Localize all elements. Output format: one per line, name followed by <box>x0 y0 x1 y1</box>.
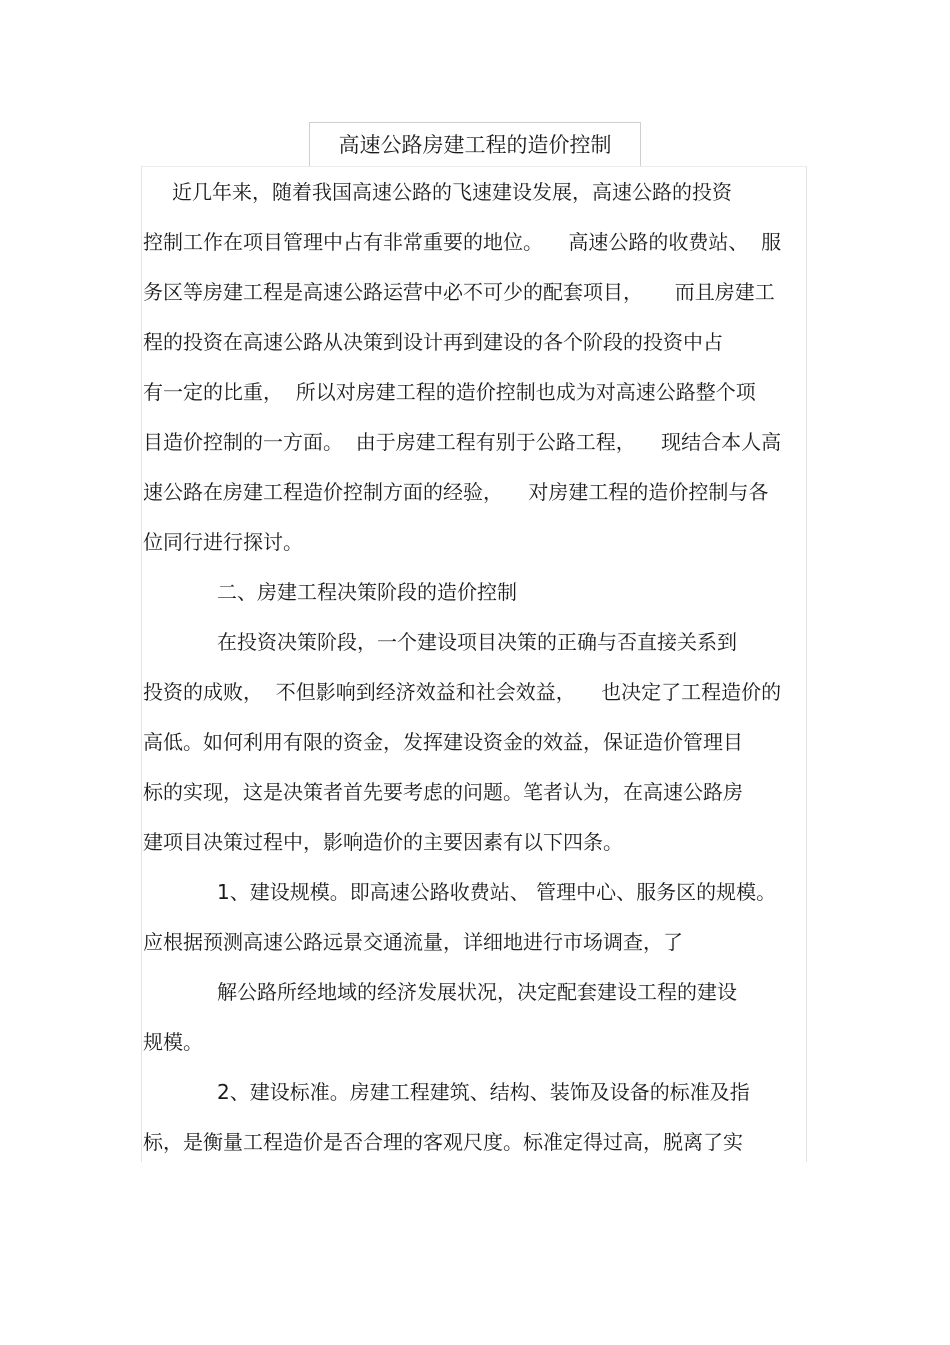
section-heading: 二、房建工程决策阶段的造价控制 <box>217 580 517 604</box>
paragraph-line: 目造价控制的一方面。 由于房建工程有别于公路工程， 现结合本人高 <box>143 430 782 454</box>
paragraph-line: 规模。 <box>143 1030 203 1054</box>
paragraph-line: 标，是衡量工程造价是否合理的客观尺度。标准定得过高，脱离了实 <box>143 1130 743 1154</box>
paragraph-line: 高低。如何利用有限的资金，发挥建设资金的效益，保证造价管理目 <box>143 730 743 754</box>
list-item-line: 1、建设规模。即高速公路收费站、 管理中心、服务区的规模。 <box>217 880 777 904</box>
paragraph-line: 务区等房建工程是高速公路运营中必不可少的配套项目， 而且房建工 <box>143 280 775 304</box>
paragraph-line: 近几年来，随着我国高速公路的飞速建设发展，高速公路的投资 <box>172 180 732 204</box>
paragraph-line: 应根据预测高速公路远景交通流量，详细地进行市场调查，了 <box>143 930 683 954</box>
paragraph-line: 在投资决策阶段，一个建设项目决策的正确与否直接关系到 <box>217 630 737 654</box>
paragraph-line: 解公路所经地域的经济发展状况，决定配套建设工程的建设 <box>217 980 737 1004</box>
paragraph-line: 控制工作在项目管理中占有非常重要的地位。 高速公路的收费站、 服 <box>143 230 782 254</box>
paragraph-line: 投资的成败， 不但影响到经济效益和社会效益， 也决定了工程造价的 <box>143 680 782 704</box>
paragraph-line: 速公路在房建工程造价控制方面的经验， 对房建工程的造价控制与各 <box>143 480 769 504</box>
list-item-line: 2、建设标准。房建工程建筑、结构、装饰及设备的标准及指 <box>217 1080 750 1104</box>
paragraph-line: 有一定的比重， 所以对房建工程的造价控制也成为对高速公路整个项 <box>143 380 756 404</box>
paragraph-line: 程的投资在高速公路从决策到设计再到建设的各个阶段的投资中占 <box>143 330 723 354</box>
paragraph-line: 位同行进行探讨。 <box>143 530 303 554</box>
body-frame <box>141 166 807 1162</box>
paragraph-line: 建项目决策过程中，影响造价的主要因素有以下四条。 <box>143 830 623 854</box>
paragraph-line: 标的实现，这是决策者首先要考虑的问题。笔者认为，在高速公路房 <box>143 780 743 804</box>
document-title: 高速公路房建工程的造价控制 <box>338 133 612 157</box>
